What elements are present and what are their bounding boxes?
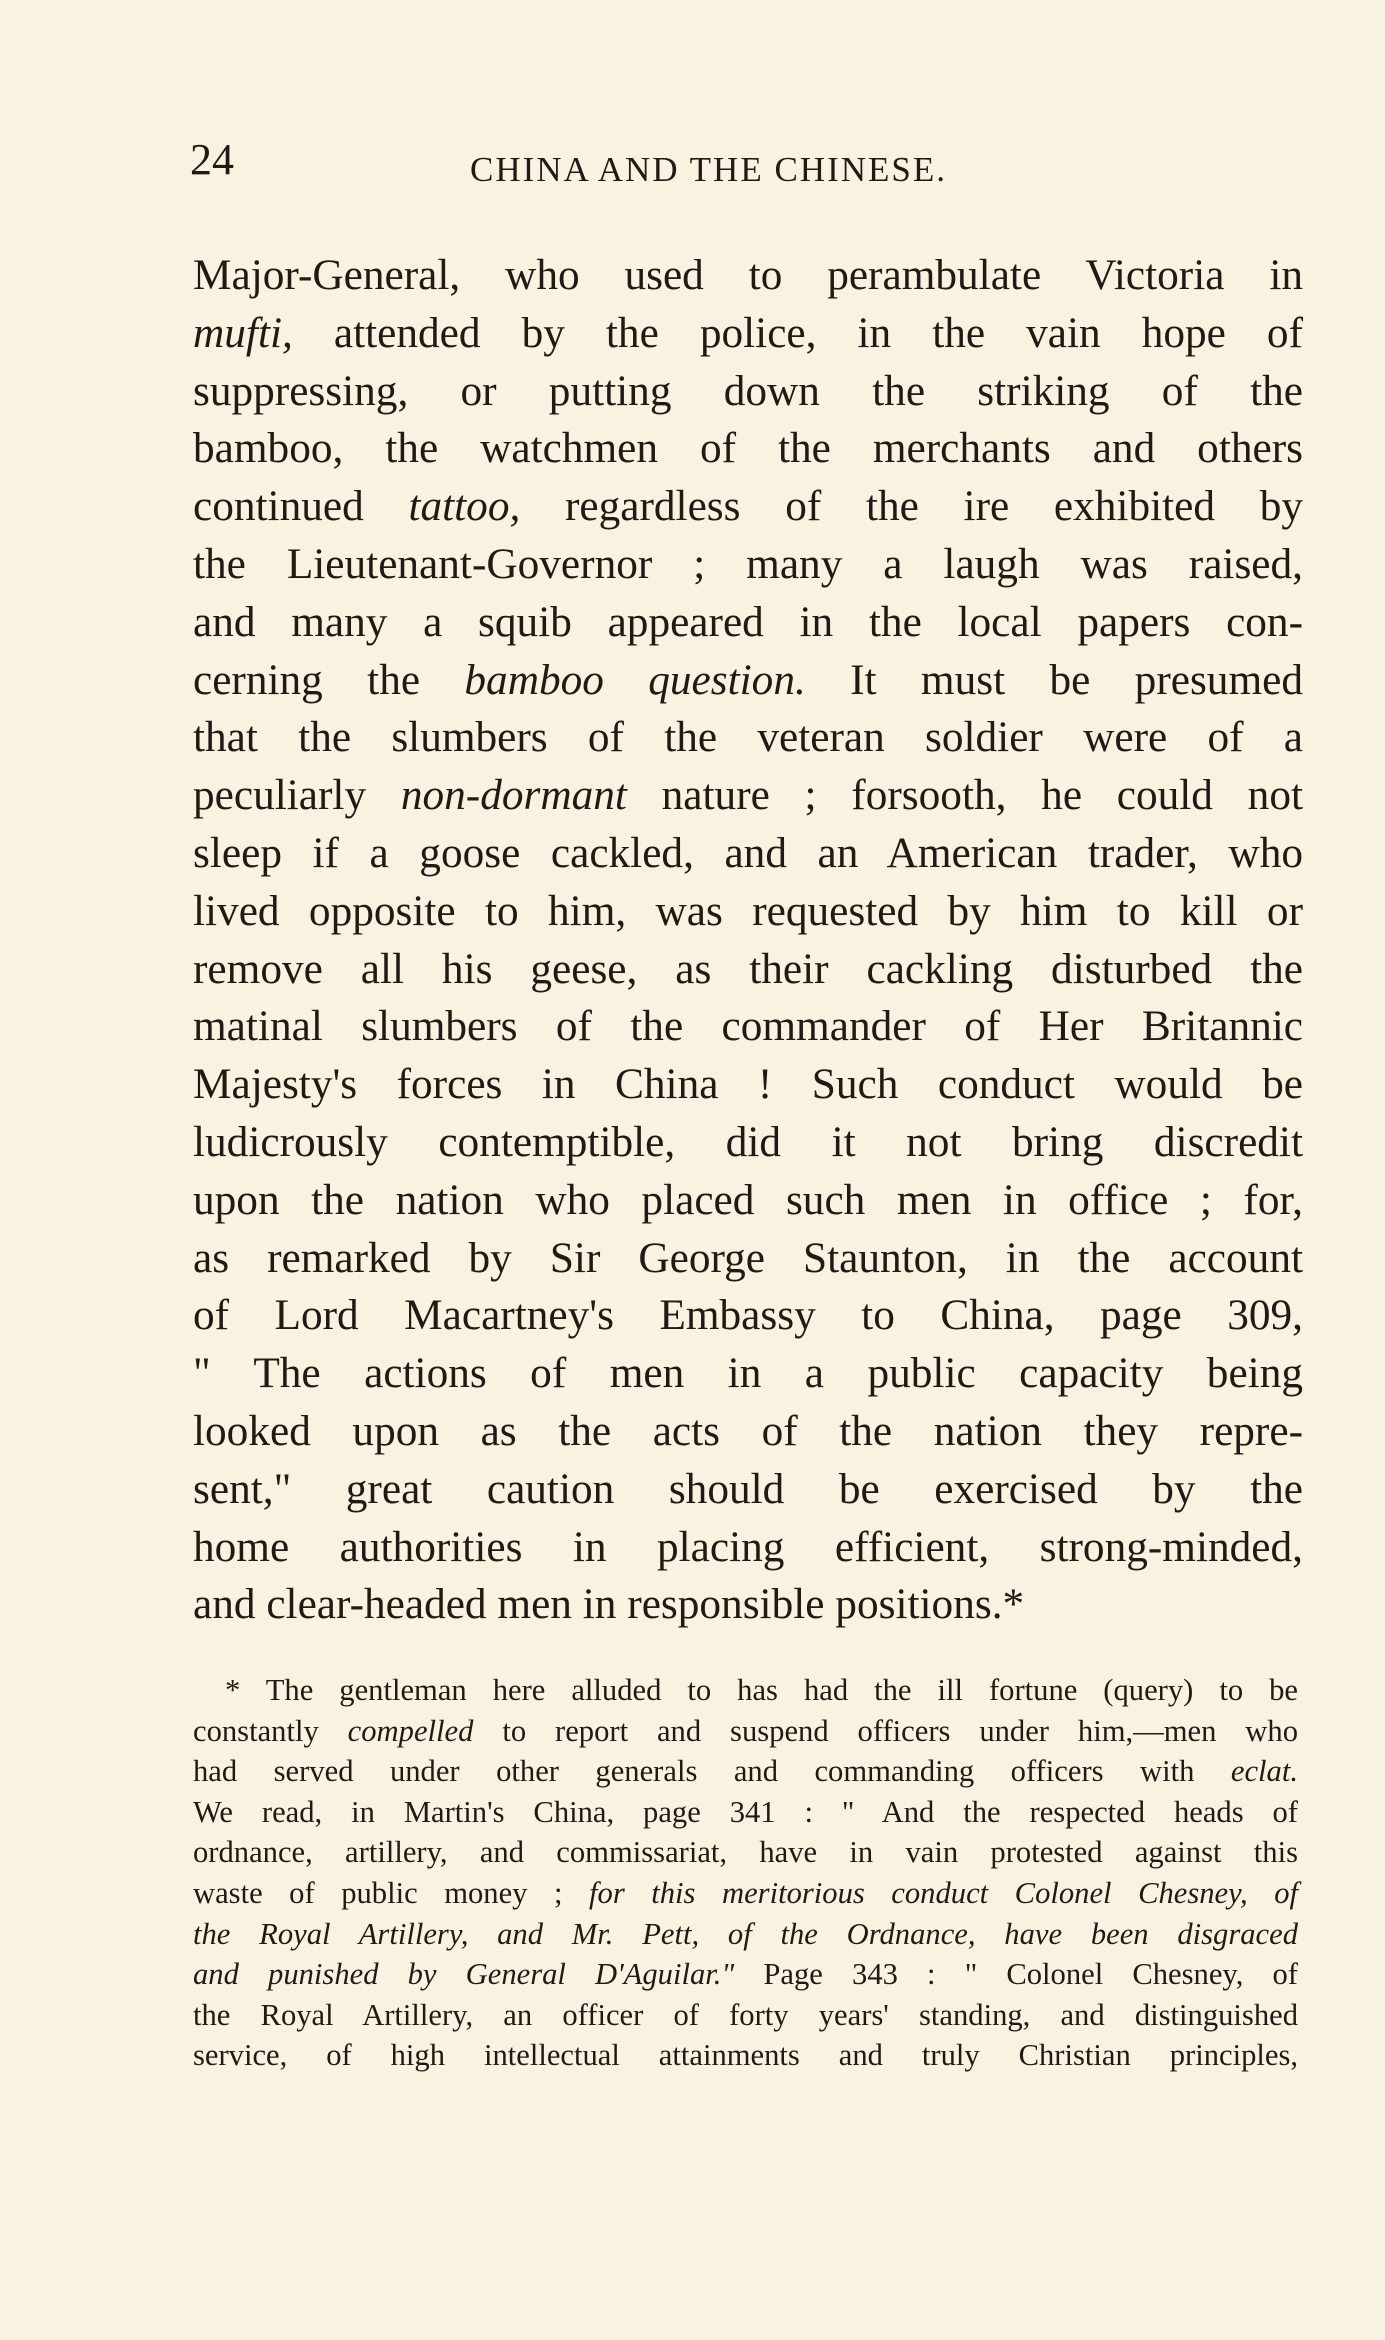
- footnote-line: * The gentleman here alluded to has had the ill fortune (query) to be: [225, 1673, 1298, 1707]
- body-line: cerning the bamboo question. It must be presumed: [193, 655, 1303, 704]
- body-line: sleep if a goose cackled, and an American trader, who: [193, 828, 1303, 877]
- page-number: 24: [190, 135, 234, 184]
- body-line: as remarked by Sir George Staunton, in the account: [193, 1233, 1303, 1282]
- body-line: and many a squib appeared in the local papers con-: [193, 597, 1303, 646]
- body-line: peculiarly non-dormant nature ; forsooth, he could not: [193, 771, 1303, 820]
- body-line: of Lord Macartney's Embassy to China, page 309,: [193, 1291, 1303, 1340]
- body-line: upon the nation who placed such men in office ; for,: [193, 1175, 1303, 1224]
- body-line: remove all his geese, as their cackling disturbed the: [193, 944, 1303, 993]
- body-line: sent," great caution should be exercised by the: [193, 1464, 1303, 1513]
- footnote-line: We read, in Martin's China, page 341 : " And the respected heads of: [193, 1794, 1298, 1829]
- body-line: lived opposite to him, was requested by him to kill or: [193, 886, 1303, 935]
- footnote-line: and punished by General D'Aguilar." Page 343 : " Colonel Chesney, of: [193, 1957, 1298, 1992]
- footnote-line: the Royal Artillery, and Mr. Pett, of the Ordnance, have been disgraced: [193, 1916, 1298, 1951]
- body-line: matinal slumbers of the commander of Her Britannic: [193, 1002, 1303, 1051]
- running-head: CHINA AND THE CHINESE.: [470, 150, 947, 189]
- body-line: bamboo, the watchmen of the merchants and others: [193, 424, 1303, 473]
- footnote: [193, 1670, 1298, 2076]
- body-line: " The actions of men in a public capacity being: [193, 1349, 1303, 1398]
- footnote-line: waste of public money ; for this meritorious conduct Colonel Chesney, of: [193, 1875, 1299, 1910]
- body-text: [193, 247, 1303, 1634]
- body-line: looked upon as the acts of the nation they repre-: [193, 1406, 1303, 1455]
- body-line: continued tattoo, regardless of the ire exhibited by: [193, 482, 1304, 531]
- body-line: and clear-headed men in responsible positions.*: [193, 1580, 1025, 1629]
- body-line: Major-General, who used to perambulate Victoria in: [193, 251, 1303, 299]
- footnote-line: ordnance, artillery, and commissariat, have in vain protested against this: [193, 1835, 1298, 1870]
- body-line: that the slumbers of the veteran soldier were of a: [193, 713, 1303, 762]
- body-line: mufti, attended by the police, in the vain hope of: [193, 308, 1303, 357]
- footnote-line: had served under other generals and commanding officers with eclat.: [193, 1754, 1298, 1789]
- footnote-line: service, of high intellectual attainments and truly Christian principles,: [193, 2038, 1298, 2073]
- body-line: home authorities in placing efficient, strong-minded,: [193, 1522, 1303, 1571]
- body-line: suppressing, or putting down the striking of the: [193, 366, 1303, 415]
- footnote-line: constantly compelled to report and suspend officers under him,—men who: [193, 1713, 1298, 1748]
- body-line: ludicrously contemptible, did it not bring discredit: [193, 1117, 1303, 1166]
- footnote-line: the Royal Artillery, an officer of forty years' standing, and distinguished: [193, 1997, 1298, 2032]
- body-line: the Lieutenant-Governor ; many a laugh was raised,: [193, 539, 1303, 588]
- body-line: Majesty's forces in China ! Such conduct would be: [193, 1060, 1303, 1109]
